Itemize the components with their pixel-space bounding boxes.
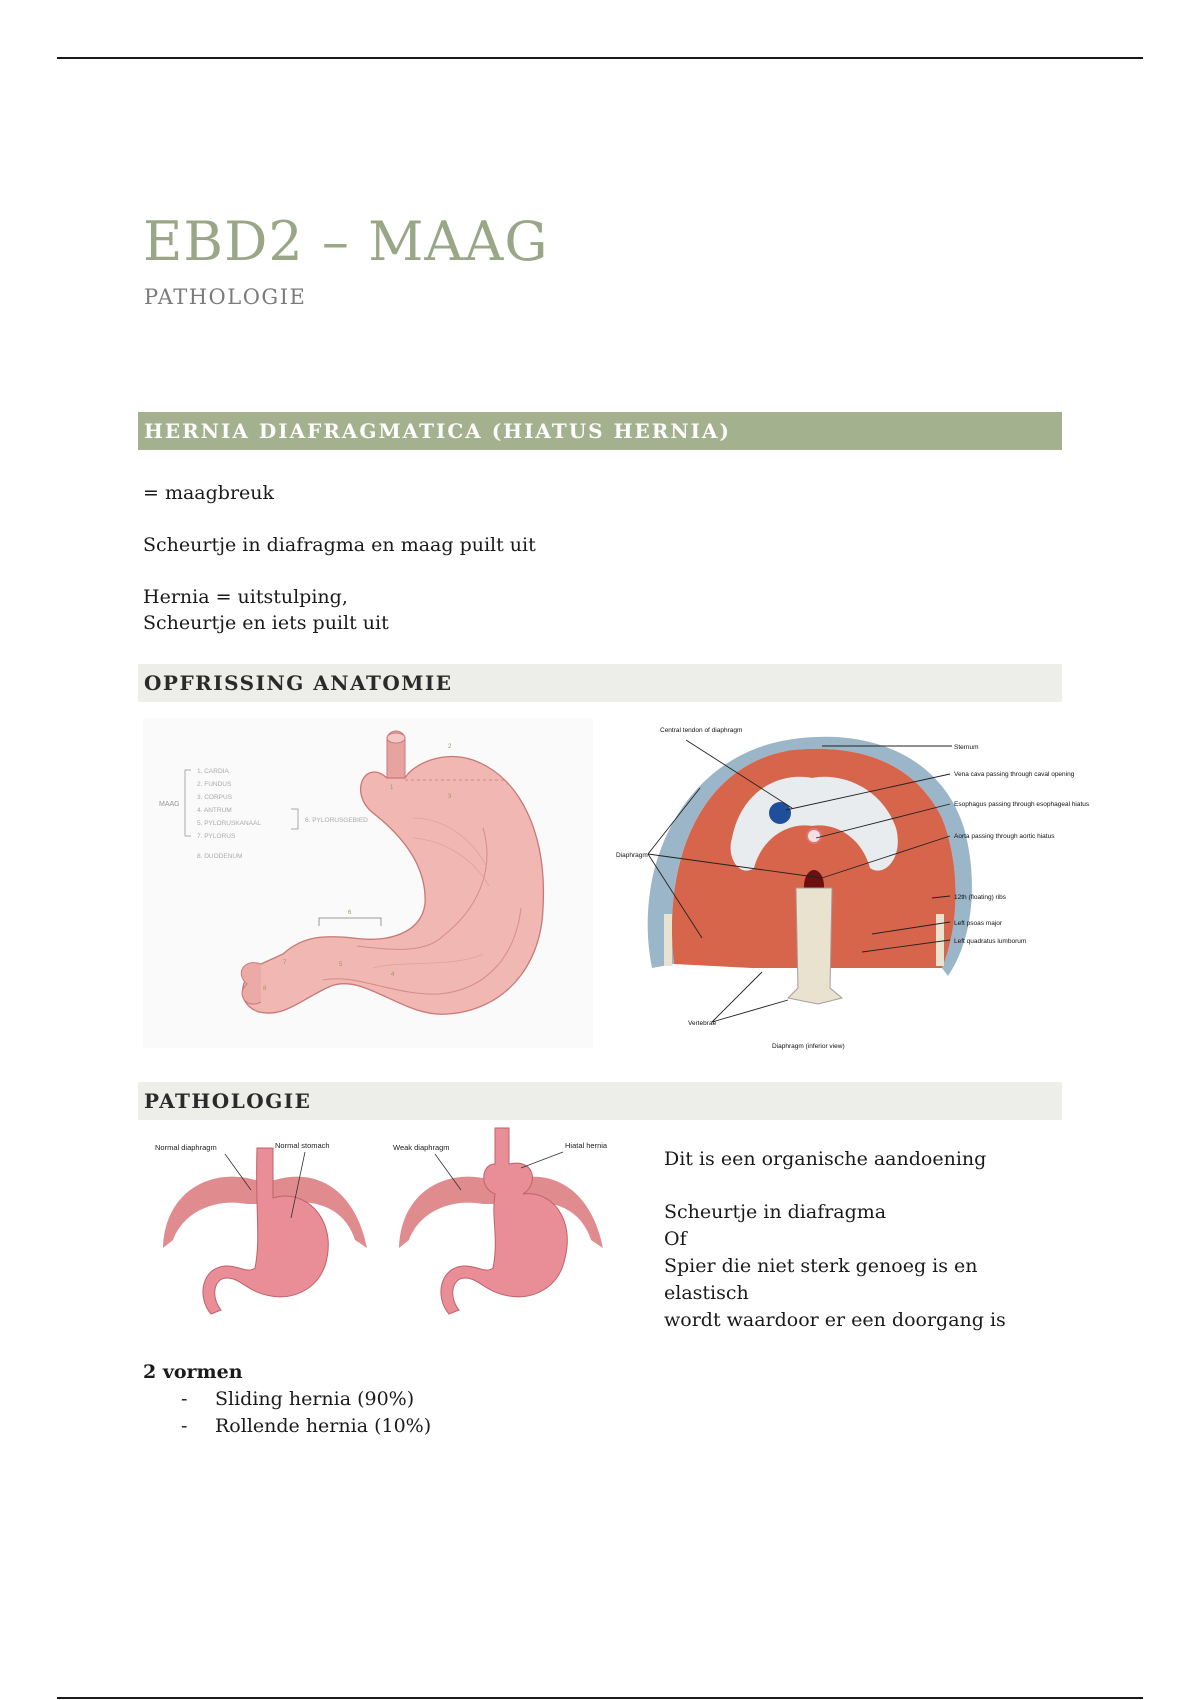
pathology-description — [664, 1146, 1064, 1334]
stomach-number: 5 — [339, 962, 343, 968]
definition-line: = maagbreuk — [143, 482, 275, 504]
pathology-line: Scheurtje in diafragma — [664, 1201, 887, 1223]
section-heading-anatomy-text: OPFRISSING ANATOMIE — [144, 671, 453, 695]
stomach-number: 4 — [391, 972, 395, 978]
stomach-anatomy-figure — [143, 718, 593, 1048]
diaphragm-label-rib: 12th (floating) ribs — [954, 894, 1007, 901]
top-rule — [57, 57, 1143, 59]
diaphragm-label-aorta: Aorta passing through aortic hiatus — [954, 833, 1055, 840]
list-item — [143, 1413, 431, 1440]
stomach-number: 1 — [390, 785, 394, 791]
forms-list — [143, 1386, 431, 1440]
legend-item: 2. FUNDUS — [197, 781, 232, 788]
list-item-text: Rollende hernia (10%) — [215, 1415, 432, 1437]
list-bullet: - — [181, 1415, 188, 1437]
diaphragm-label-psoas: Left psoas major — [954, 920, 1003, 927]
diaphragm-label-central-tendon: Central tendon of diaphragm — [660, 727, 743, 734]
pathology-line: Spier die niet sterk genoeg is en elastisch — [664, 1255, 978, 1304]
stomach-number: 7 — [283, 960, 287, 966]
diaphragm-label-sternum: Sternum — [954, 744, 979, 751]
legend-extra: 8. DUODENUM — [197, 853, 243, 860]
stomach-number: 3 — [448, 794, 452, 800]
diaphragm-label-diaphragm: Diaphragm — [616, 852, 648, 859]
legend-item: 3. CORPUS — [197, 794, 233, 801]
legend-item: 4. ANTRUM — [197, 807, 232, 814]
stomach-number: 6 — [348, 910, 352, 916]
legend-item: 7. PYLORUS — [197, 833, 236, 840]
hernia-label-normal-diaphragm: Normal diaphragm — [155, 1143, 217, 1152]
legend-item: 5. PYLORUSKANAAL — [197, 820, 261, 827]
document-title: EBD2 – MAAG — [143, 210, 549, 273]
legend-bracket-label: 6. PYLORUSGEBIED — [305, 817, 368, 824]
forms-heading: 2 vormen — [143, 1361, 243, 1383]
hernia-label-hiatal-hernia: Hiatal hernia — [565, 1141, 608, 1150]
section-heading-hernia — [138, 412, 1062, 450]
forms-list-block — [143, 1359, 431, 1440]
hiatal-hernia-figure — [155, 1128, 625, 1328]
stomach-number: 2 — [448, 744, 452, 750]
diaphragm-label-vertebrae: Vertebrae — [688, 1020, 717, 1027]
description-line: Scheurtje in diafragma en maag puilt uit — [143, 534, 536, 556]
legend-item: 1. CARDIA — [197, 768, 229, 775]
hernia-label-normal-stomach: Normal stomach — [275, 1141, 330, 1150]
diaphragm-anatomy-figure — [612, 718, 1090, 1058]
list-bullet: - — [181, 1388, 188, 1410]
section-heading-hernia-text: HERNIA DIAFRAGMATICA (HIATUS HERNIA) — [144, 419, 731, 443]
diaphragm-label-quadratus: Left quadratus lumborum — [954, 938, 1027, 945]
hernia-explanation-line1: Hernia = uitstulping, — [143, 586, 348, 608]
list-item-text: Sliding hernia (90%) — [215, 1388, 415, 1410]
pathology-line: Of — [664, 1228, 687, 1250]
stomach-number: 8 — [263, 986, 267, 992]
section-heading-anatomy — [138, 664, 1062, 702]
list-item — [143, 1386, 431, 1413]
diaphragm-label-esophagus: Esophagus passing through esophageal hiatus — [954, 801, 1090, 808]
hernia-explanation — [143, 584, 389, 636]
pathology-line: Dit is een organische aandoening — [664, 1148, 987, 1170]
section-heading-pathology — [138, 1082, 1062, 1120]
section-heading-pathology-text: PATHOLOGIE — [144, 1089, 312, 1113]
document-subtitle: PATHOLOGIE — [144, 285, 307, 309]
hernia-label-weak-diaphragm: Weak diaphragm — [393, 1143, 450, 1152]
bottom-rule — [57, 1697, 1143, 1699]
hernia-explanation-line2: Scheurtje en iets puilt uit — [143, 612, 389, 634]
diaphragm-caption: Diaphragm (inferior view) — [772, 1043, 845, 1050]
pathology-line: wordt waardoor er een doorgang is — [664, 1309, 1006, 1331]
diaphragm-label-vena-cava: Vena cava passing through caval opening — [954, 771, 1075, 778]
legend-group-label: MAAG — [159, 801, 180, 808]
